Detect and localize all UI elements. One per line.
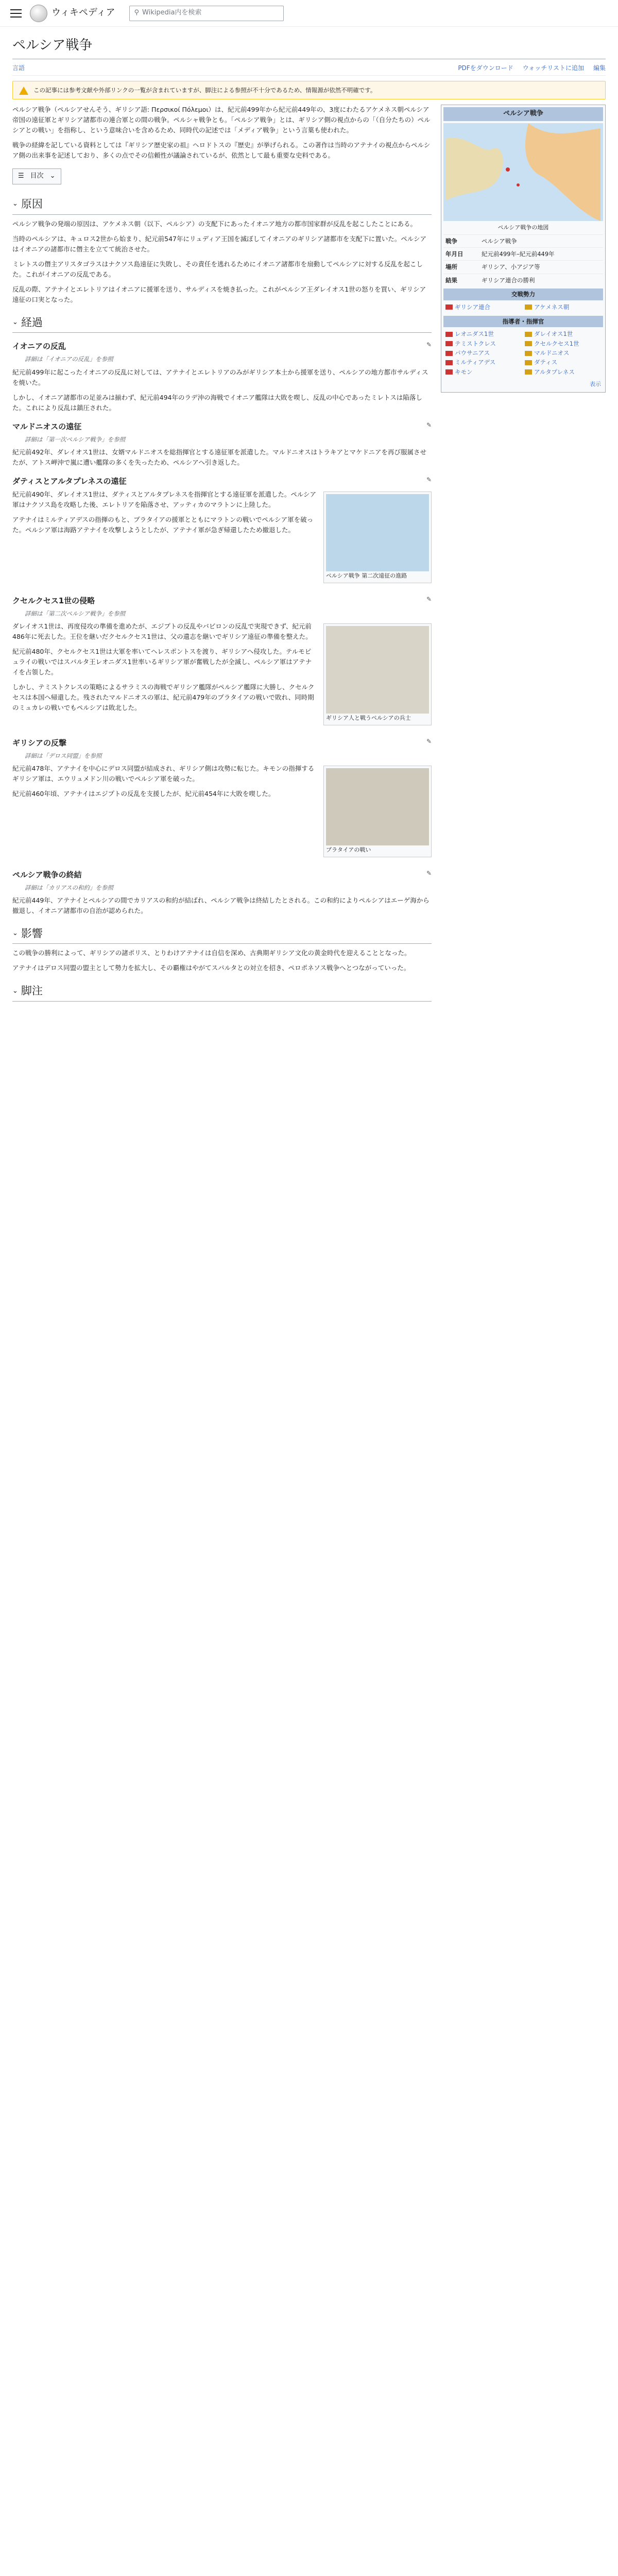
belligerent-a[interactable]: ギリシア連合 xyxy=(455,303,490,311)
section-paragraph: 紀元前499年に起こったイオニアの反乱に対しては、アテナイとエレトリアのみがギリシア本土から援軍を送り、ペルシアの地方都市サルディスを焼いた。 xyxy=(12,368,428,386)
infobox-value: ペルシア戦争 xyxy=(482,237,517,245)
section-paragraph: 反乱の際、アテナイとエレトリアはイオニアに援軍を送り、サルディスを焼き払った。これがペルシア王ダレイオス1世の怒りを買い、ギリシア遠征の口実となった。 xyxy=(12,285,426,303)
languages-button[interactable]: 言語 xyxy=(12,64,25,72)
infobox-value: ギリシア連合の勝利 xyxy=(482,276,535,284)
infobox-row xyxy=(443,234,603,247)
flag-icon xyxy=(525,360,532,365)
infobox-key: 年月日 xyxy=(445,250,464,258)
hatnote: 詳細は「イオニアの反乱」を参照 xyxy=(25,355,113,363)
commander-link[interactable]: マルドニオス xyxy=(534,349,570,357)
infobox-value: 紀元前499年–紀元前449年 xyxy=(482,250,555,258)
flag-icon xyxy=(445,369,453,375)
figure-caption: ギリシア人と戦うペルシアの兵士 xyxy=(326,714,411,721)
figure-caption: プラタイアの戦い xyxy=(326,846,371,853)
chevron-icon: ⌄ xyxy=(12,929,18,938)
commander-link[interactable]: ダティス xyxy=(534,359,558,366)
infobox-row xyxy=(443,260,603,273)
subsection-heading-end: ペルシア戦争の終結 ✎ xyxy=(12,869,432,881)
commanders-row xyxy=(443,327,603,379)
infobox-row xyxy=(443,274,603,286)
flag-icon xyxy=(525,341,532,346)
lead-paragraph: ペルシア戦争（ペルシアせんそう、ギリシア語: Περσικοί Πόλεμοι）は、紀元前499年から紀元前449年の、3度にわたるアケメネス朝ペルシア帝国の遠征軍とギリシア諸都市の連合軍との間の戦争。ペルシャ戦争とも。「ペルシア戦争」とは、ギリシア側の視点からの「（自分たちの）ペルシアとの戦い」を指称し、という意味合いを含めるため、同時代の記述では「メディア戦争」という言葉も使われた。 xyxy=(12,106,431,134)
lead-paragraph: 戦争の経緯を記している資料としては『ギリシア歴史家の祖』ヘロドトスの『歴史』が挙げられる。この著作は当時のアテナイの視点からペルシア側の出来事を記述しており、多くの点でその信頼性が議論されているが、依然として最も重要な史料である。 xyxy=(12,141,431,160)
infobox-key: 場所 xyxy=(445,263,457,271)
section-paragraph: しかし、イオニア諸都市の足並みは揃わず、紀元前494年のラデ沖の海戦でイオニア艦隊は大敗を喫し、反乱の中心であったミレトスは陥落した。これにより反乱は鎮圧された。 xyxy=(12,393,422,412)
chevron-down-icon: ⌄ xyxy=(49,172,56,180)
commander-link[interactable]: テミストクレス xyxy=(455,340,496,347)
section-paragraph: 紀元前492年、ダレイオス1世は、女婿マルドニオスを総指揮官とする遠征軍を派遣した。マルドニオスはトラキアとマケドニアを再び服属させたが、アトス岬沖で嵐に遭い艦隊の多くを失ったため、ペルシアへ引き返した。 xyxy=(12,448,426,466)
infobox-row xyxy=(443,247,603,260)
section-heading-course[interactable]: ⌄ 経過 xyxy=(12,314,432,333)
edit-pencil-icon[interactable]: ✎ xyxy=(426,595,432,603)
flag-icon xyxy=(445,341,453,346)
flag-icon xyxy=(525,304,532,310)
figure-caption: ペルシア戦争 第二次遠征の進路 xyxy=(326,572,407,579)
infobox-key: 結果 xyxy=(445,276,457,284)
commander-link[interactable]: ダレイオス1世 xyxy=(534,330,573,338)
section-paragraph: アテナイはデロス同盟の盟主として勢力を拡大し、その覇権はやがてスパルタとの対立を招き、ペロポネソス戦争へとつながっていった。 xyxy=(12,964,410,972)
infobox-key: 戦争 xyxy=(445,237,457,245)
main-content xyxy=(0,27,618,1006)
wikipedia-globe-icon xyxy=(30,5,47,22)
site-name: ウィキペディア xyxy=(52,7,115,19)
section-paragraph: ペルシア戦争の発端の原因は、アケメネス朝（以下、ペルシア）の支配下にあったイオニア地方の都市国家群が反乱を起こしたことにある。 xyxy=(12,219,417,228)
figure-route-map[interactable] xyxy=(323,492,432,583)
infobox-map[interactable] xyxy=(443,123,603,221)
section-paragraph: 紀元前478年、アテナイを中心にデロス同盟が結成され、ギリシア側は攻勢に転じた。キモンの指揮するギリシア軍は、エウリュメドン川の戦いでペルシア軍を破った。 xyxy=(12,764,315,783)
flag-icon xyxy=(525,369,532,375)
section-paragraph: しかし、テミストクレスの策略によるサラミスの海戦でギリシア艦隊がペルシア艦隊に大勝し、クセルクセスは本国へ帰還した。残されたマルドニオスの軍は、紀元前479年のプラタイアの戦いで敗れ、同時期のミュカレの戦いでもペルシアは敗北した。 xyxy=(12,683,315,711)
toc-toggle[interactable] xyxy=(12,168,61,184)
section-paragraph: 紀元前460年頃、アテナイはエジプトの反乱を支援したが、紀元前454年に大敗を喫した。 xyxy=(12,789,275,798)
watchlist-button[interactable]: ウォッチリストに追加 xyxy=(522,64,584,72)
edit-pencil-icon[interactable]: ✎ xyxy=(426,737,432,745)
search-icon: ⚲ xyxy=(134,9,140,17)
pdf-download-button[interactable]: PDFをダウンロード xyxy=(458,64,513,72)
route-map-image xyxy=(326,494,429,571)
edit-pencil-icon[interactable]: ✎ xyxy=(426,869,432,877)
section-paragraph: ダレイオス1世は、再度侵攻の準備を進めたが、エジプトの反乱やバビロンの反乱で実現できず、紀元前486年に死去した。王位を継いだクセルクセス1世は、父の遺志を継いでギリシア遠征の準備を整えた。 xyxy=(12,622,312,640)
search-input[interactable] xyxy=(129,6,284,21)
site-header xyxy=(0,0,618,27)
section-heading-notes[interactable]: ⌄ 脚注 xyxy=(12,982,432,1002)
commander-link[interactable]: キモン xyxy=(455,368,473,376)
subsection-heading-counter: ギリシアの反撃 ✎ xyxy=(12,737,432,749)
hatnote: 詳細は「デロス同盟」を参照 xyxy=(25,752,102,759)
section-heading-cause[interactable]: ⌄ 原因 xyxy=(12,196,432,215)
chevron-icon: ⌄ xyxy=(12,987,18,995)
hatnote: 詳細は「第一次ペルシア戦争」を参照 xyxy=(25,435,126,443)
site-logo[interactable] xyxy=(30,5,115,22)
section-paragraph: 当時のペルシアは、キュロス2世から始まり、紀元前547年にリュディア王国を滅ぼしてイオニアのギリシア諸都市を支配下に置いた。ペルシアはイオニアの諸都市に僭主を立てて統治させた。 xyxy=(12,234,426,253)
commander-link[interactable]: パウサニアス xyxy=(455,349,490,357)
section-heading-impact[interactable]: ⌄ 影響 xyxy=(12,925,432,944)
section-paragraph: アテナイはミルティアデスの指揮のもと、プラタイアの援軍とともにマラトンの戦いでペルシア軍を破った。ペルシア軍は海路アテナイを攻撃しようとしたが、アテナイ軍が急ぎ帰還したため撤退した。 xyxy=(12,515,314,534)
list-icon: ☰ xyxy=(18,172,24,180)
chevron-icon: ⌄ xyxy=(12,318,18,326)
infobox xyxy=(441,105,606,393)
figure-persian-soldier[interactable] xyxy=(323,623,432,725)
hatnote: 詳細は「カリアスの和約」を参照 xyxy=(25,884,114,891)
edit-pencil-icon[interactable]: ✎ xyxy=(426,476,432,483)
main-menu-icon[interactable] xyxy=(10,9,22,18)
flag-icon xyxy=(525,332,532,337)
flag-icon xyxy=(445,360,453,365)
toc-label: 目次 xyxy=(30,172,44,180)
hatnote: 詳細は「第二次ペルシア戦争」を参照 xyxy=(25,609,126,617)
belligerents-heading: 交戦勢力 xyxy=(443,289,603,300)
infobox-show-toggle[interactable]: 表示 xyxy=(590,381,601,388)
belligerents-row xyxy=(443,300,603,314)
belligerent-b[interactable]: アケメネス朝 xyxy=(534,303,570,311)
commander-link[interactable]: ミルティアデス xyxy=(455,359,496,366)
subsection-heading-ionia: イオニアの反乱 ✎ xyxy=(12,340,432,352)
page-title: ペルシア戦争 xyxy=(12,35,606,59)
warning-icon xyxy=(19,87,28,95)
page-toolbar xyxy=(12,59,606,76)
flag-icon xyxy=(525,351,532,356)
flag-icon xyxy=(445,351,453,356)
commander-link[interactable]: アルタプレネス xyxy=(534,368,575,376)
notice-text: この記事には参考文献や外部リンクの一覧が含まれていますが、脚注による参照が不十分であるため、情報源が依然不明確です。 xyxy=(33,86,376,94)
section-paragraph: 紀元前480年、クセルクセス1世は大軍を率いてヘレスポントスを渡り、ギリシアへ侵攻した。テルモピュライの戦いではスパルタ王レオニダス1世率いるギリシア軍が奮戦したが全滅し、ペルシア軍はアテナイを占領した。 xyxy=(12,647,312,676)
infobox-title: ペルシア戦争 xyxy=(443,107,603,121)
citation-notice xyxy=(12,81,606,99)
section-paragraph: 紀元前490年、ダレイオス1世は、ダティスとアルタプレネスを指揮官とする遠征軍を派遣した。ペルシア軍はナクソス島を攻略した後、エレトリアを陥落させ、アッティカのマラトンに上陸した。 xyxy=(12,490,317,509)
edit-button[interactable]: 編集 xyxy=(593,64,606,72)
soldier-image xyxy=(326,626,429,714)
edit-pencil-icon[interactable]: ✎ xyxy=(426,421,432,429)
article-body xyxy=(12,105,432,1006)
subsection-heading-datis: ダティスとアルタプレネスの遠征 ✎ xyxy=(12,475,432,487)
section-paragraph: この戦争の勝利によって、ギリシアの諸ポリス、とりわけアテナイは自信を深め、古典期ギリシア文化の黄金時代を迎えることとなった。 xyxy=(12,949,411,957)
chevron-icon: ⌄ xyxy=(12,200,18,208)
section-paragraph: ミレトスの僭主アリスタゴラスはナクソス島遠征に失敗し、その責任を逃れるためにイオニア諸都市を扇動してペルシアに対する反乱を起こした。これがイオニアの反乱である。 xyxy=(12,260,423,278)
flag-icon xyxy=(445,304,453,310)
commanders-heading: 指導者・指揮官 xyxy=(443,316,603,327)
commander-link[interactable]: レオニダス1世 xyxy=(455,330,494,338)
section-paragraph: 紀元前449年、アテナイとペルシアの間でカリアスの和約が結ばれ、ペルシア戦争は終結したとされる。この和約によりペルシアはエーゲ海から撤退し、イオニア諸都市の自治が認められた。 xyxy=(12,896,430,914)
edit-pencil-icon[interactable]: ✎ xyxy=(426,341,432,349)
subsection-heading-mardonios: マルドニオスの遠征 ✎ xyxy=(12,420,432,433)
map-illustration xyxy=(443,123,603,221)
flag-icon xyxy=(445,332,453,337)
search-placeholder: Wikipedia内を検索 xyxy=(142,9,202,17)
battle-image xyxy=(326,768,429,845)
infobox-map-caption: ペルシア戦争の地図 xyxy=(497,224,549,231)
figure-plataea[interactable] xyxy=(323,766,432,857)
infobox-value: ギリシア、小アジア等 xyxy=(482,263,540,271)
subsection-heading-xerxes: クセルクセス1世の侵略 ✎ xyxy=(12,595,432,607)
commander-link[interactable]: クセルクセス1世 xyxy=(534,340,579,347)
